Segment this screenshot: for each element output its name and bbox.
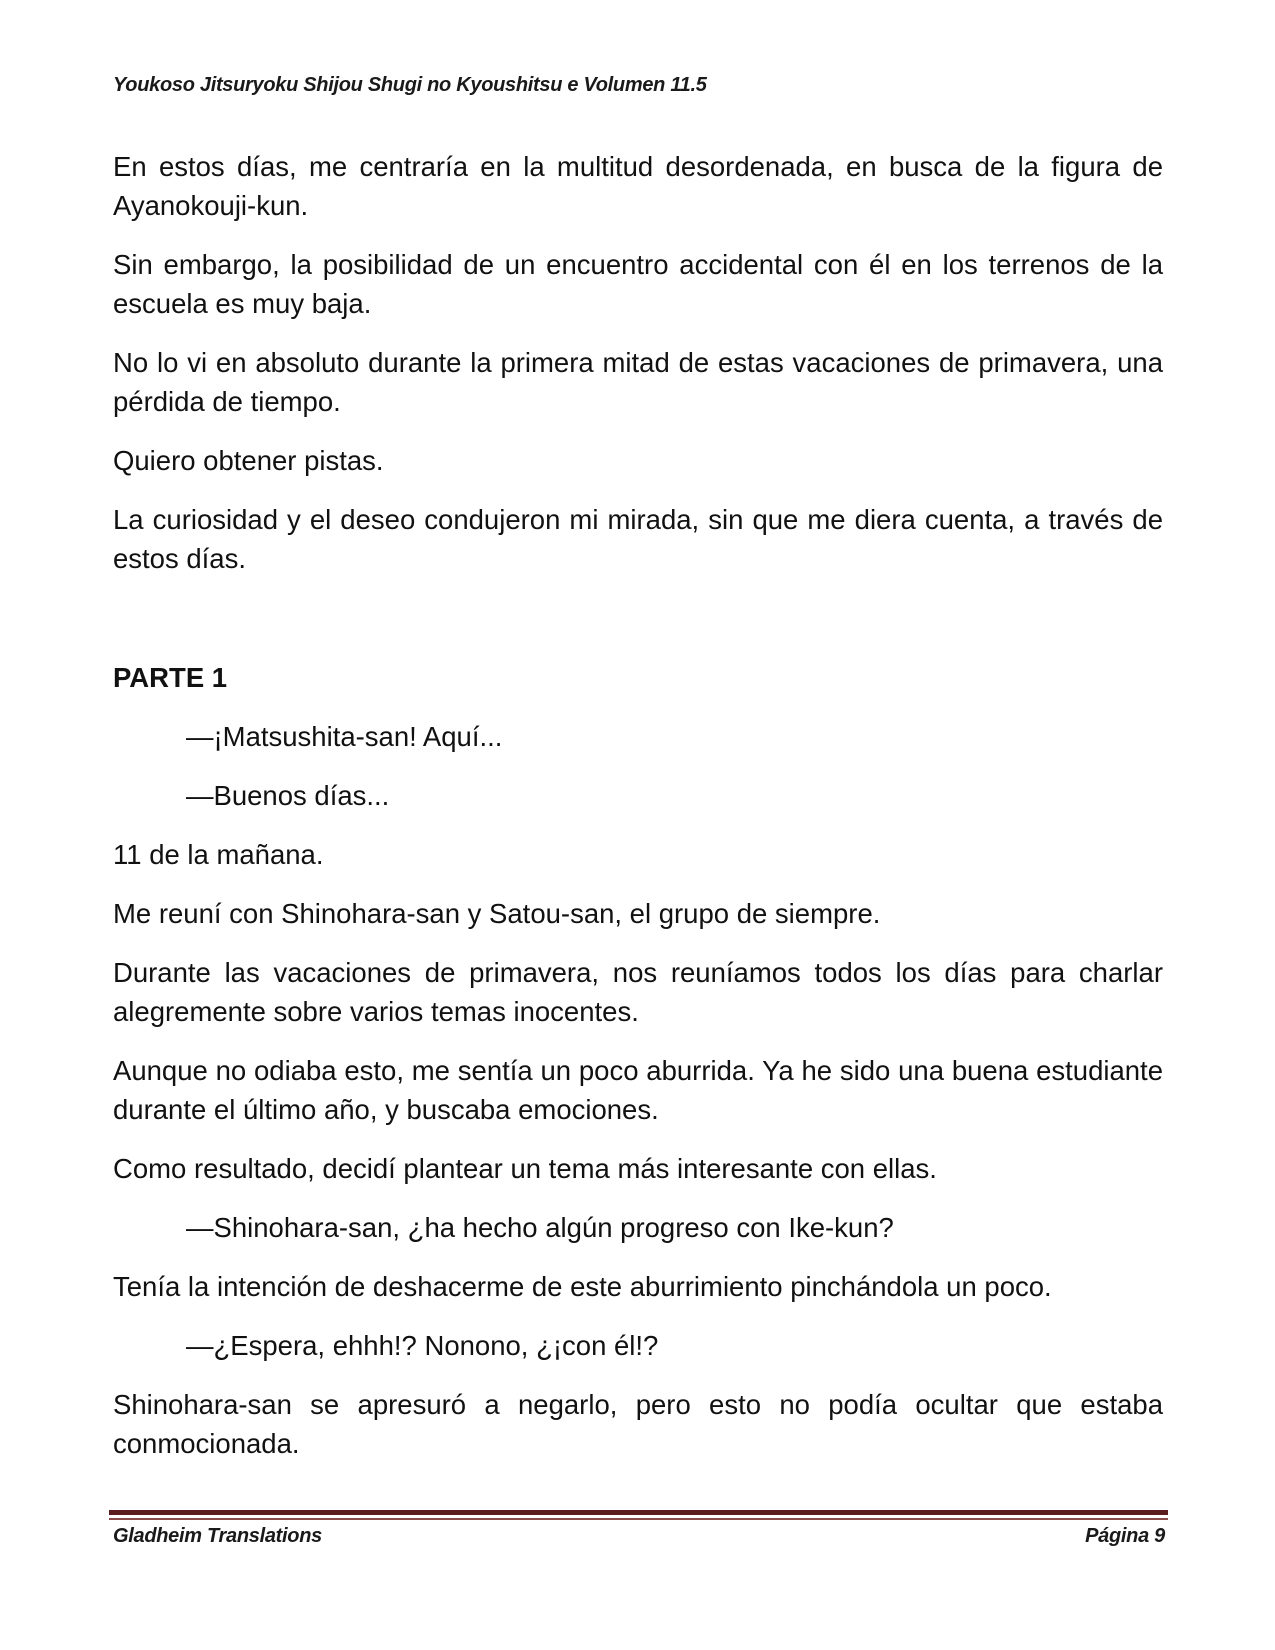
page-number: Página 9 — [1085, 1525, 1165, 1547]
footer-divider-thin — [109, 1518, 1168, 1520]
dialogue-line: —Buenos días... — [186, 780, 390, 811]
paragraph: La curiosidad y el deseo condujeron mi mirada, sin que me diera cuenta, a través de estos días. — [113, 504, 1163, 574]
paragraph: Quiero obtener pistas. — [113, 445, 384, 476]
paragraph: 11 de la mañana. — [113, 839, 324, 870]
paragraph: Me reuní con Shinohara-san y Satou-san, el grupo de siempre. — [113, 898, 881, 929]
paragraph: En estos días, me centraría en la multitud desordenada, en busca de la figura de Ayanokouji-kun. — [113, 151, 1163, 221]
paragraph: Como resultado, decidí plantear un tema más interesante con ellas. — [113, 1153, 937, 1184]
section-heading: PARTE 1 — [113, 662, 228, 693]
paragraph: No lo vi en absoluto durante la primera mitad de estas vacaciones de primavera, una pérdida de tiempo. — [113, 347, 1163, 417]
page-body — [113, 147, 1163, 1483]
dialogue-line: —¿Espera, ehhh!? Nonono, ¿¡con él!? — [186, 1330, 659, 1361]
dialogue-line: —¡Matsushita-san! Aquí... — [186, 721, 503, 752]
paragraph: Shinohara-san se apresuró a negarlo, pero esto no podía ocultar que estaba conmocionada. — [113, 1389, 1163, 1459]
paragraph: Durante las vacaciones de primavera, nos reuníamos todos los días para charlar alegremente sobre varios temas inocentes. — [113, 957, 1163, 1027]
dialogue-line: —Shinohara-san, ¿ha hecho algún progreso con Ike-kun? — [186, 1212, 894, 1243]
footer-divider — [109, 1510, 1168, 1515]
footer-credit: Gladheim Translations — [113, 1525, 322, 1547]
running-header: Youkoso Jitsuryoku Shijou Shugi no Kyoushitsu e Volumen 11.5 — [113, 74, 707, 96]
paragraph: Tenía la intención de deshacerme de este aburrimiento pinchándola un poco. — [113, 1271, 1052, 1302]
paragraph: Sin embargo, la posibilidad de un encuentro accidental con él en los terrenos de la escuela es muy baja. — [113, 249, 1163, 319]
paragraph: Aunque no odiaba esto, me sentía un poco aburrida. Ya he sido una buena estudiante durante el último año, y buscaba emociones. — [113, 1055, 1163, 1125]
